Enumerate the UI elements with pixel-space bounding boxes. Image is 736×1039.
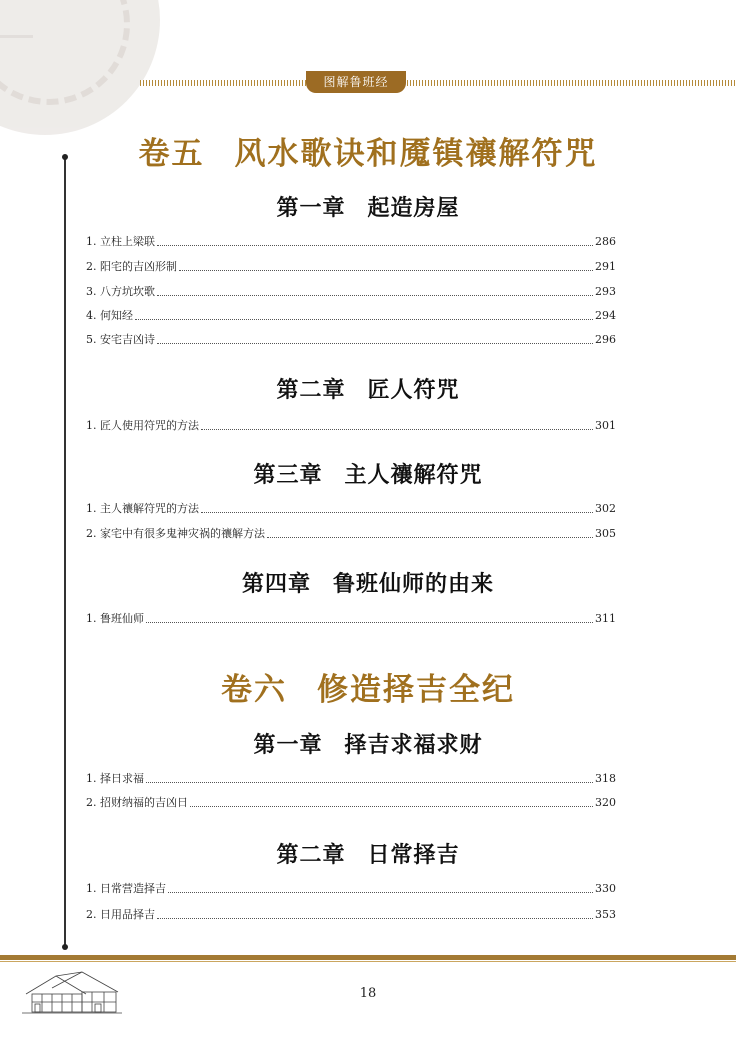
toc-entry-label: 1. 立柱上梁联: [86, 235, 155, 248]
toc-entry[interactable]: [86, 417, 616, 433]
chapter-heading: [0, 567, 736, 598]
margin-rule: [64, 156, 66, 948]
toc-entry[interactable]: [86, 233, 616, 249]
leader-dots: [179, 270, 593, 271]
toc-entry-page: 302: [595, 502, 616, 515]
leader-dots: [267, 537, 593, 538]
toc-entry-label: 5. 安宅吉凶诗: [86, 333, 155, 346]
toc-entry[interactable]: [86, 258, 616, 274]
toc-entry[interactable]: [86, 794, 616, 810]
volume-title: 修造择吉全纪: [317, 672, 515, 708]
chapter-title: 主人禳解符咒: [344, 462, 483, 488]
toc-entry[interactable]: [86, 331, 616, 347]
chapter-label: 第一章: [276, 195, 346, 221]
seal-watermark-icon: [0, 0, 160, 135]
leader-dots: [157, 918, 593, 919]
toc-entry[interactable]: [86, 500, 616, 516]
chapter-title: 匠人符咒: [367, 377, 460, 403]
toc-entry-page: 286: [595, 235, 616, 248]
toc-entry-label: 3. 八方坑坎歌: [86, 285, 155, 298]
leader-dots: [201, 429, 593, 430]
running-title: 图解鲁班经: [306, 71, 406, 93]
toc-entry-page: 293: [595, 285, 616, 298]
toc-entry-page: 311: [595, 612, 616, 625]
chapter-heading: [0, 838, 736, 869]
toc-entry-label: 2. 家宅中有很多鬼神灾祸的禳解方法: [86, 527, 265, 540]
chapter-title: 日常择吉: [367, 842, 460, 868]
footer-rule-thin: [0, 961, 736, 962]
toc-entry-page: 318: [595, 772, 616, 785]
leader-dots: [157, 245, 593, 246]
toc-entry-page: 353: [595, 908, 616, 921]
chapter-title: 择吉求福求财: [344, 732, 483, 758]
leader-dots: [146, 782, 593, 783]
toc-entry[interactable]: [86, 610, 616, 626]
toc-entry-label: 2. 招财纳福的吉凶日: [86, 796, 188, 809]
chapter-label: 第二章: [276, 377, 346, 403]
volume-5-heading: [0, 128, 736, 173]
chapter-heading: [0, 373, 736, 404]
header-band: [140, 80, 736, 86]
chapter-label: 第一章: [253, 732, 323, 758]
chapter-label: 第四章: [241, 571, 311, 597]
toc-entry[interactable]: [86, 307, 616, 323]
toc-entry[interactable]: [86, 525, 616, 541]
volume-label: 卷五: [138, 136, 205, 172]
chapter-heading: [0, 728, 736, 759]
leader-dots: [157, 295, 593, 296]
leader-dots: [201, 512, 593, 513]
footer-rule: [0, 955, 736, 960]
toc-entry-label: 1. 鲁班仙师: [86, 612, 144, 625]
leader-dots: [190, 806, 593, 807]
toc-entry-page: 305: [595, 527, 616, 540]
page-number: 18: [359, 986, 377, 1001]
volume-6-heading: [0, 664, 736, 709]
toc-entry-label: 1. 择日求福: [86, 772, 144, 785]
leader-dots: [157, 343, 593, 344]
toc-entry[interactable]: [86, 283, 616, 299]
chapter-heading: [0, 191, 736, 222]
leader-dots: [168, 892, 593, 893]
leader-dots: [146, 622, 593, 623]
toc-entry-label: 1. 匠人使用符咒的方法: [86, 419, 199, 432]
toc-entry[interactable]: [86, 906, 616, 922]
toc-entry-label: 1. 主人禳解符咒的方法: [86, 502, 199, 515]
chapter-title: 起造房屋: [367, 195, 460, 221]
toc-entry[interactable]: [86, 880, 616, 896]
chapter-label: 第三章: [253, 462, 323, 488]
chapter-title: 鲁班仙师的由来: [333, 571, 495, 597]
chapter-label: 第二章: [276, 842, 346, 868]
leader-dots: [135, 319, 593, 320]
toc-entry-page: 291: [595, 260, 616, 273]
toc-entry-label: 2. 日用品择吉: [86, 908, 155, 921]
toc-entry-label: 1. 日常营造择吉: [86, 882, 166, 895]
toc-entry-page: 296: [595, 333, 616, 346]
chapter-heading: [0, 458, 736, 489]
toc-entry-page: 320: [595, 796, 616, 809]
toc-entry-page: 294: [595, 309, 616, 322]
volume-label: 卷六: [221, 672, 287, 708]
toc-entry-label: 4. 何知经: [86, 309, 133, 322]
toc-entry-page: 330: [595, 882, 616, 895]
margin-rule-bottom-dot: [62, 944, 68, 950]
toc-entry[interactable]: [86, 770, 616, 786]
toc-entry-page: 301: [595, 419, 616, 432]
toc-entry-label: 2. 阳宅的吉凶形制: [86, 260, 177, 273]
volume-title: 风水歌诀和魇镇禳解符咒: [234, 136, 598, 172]
